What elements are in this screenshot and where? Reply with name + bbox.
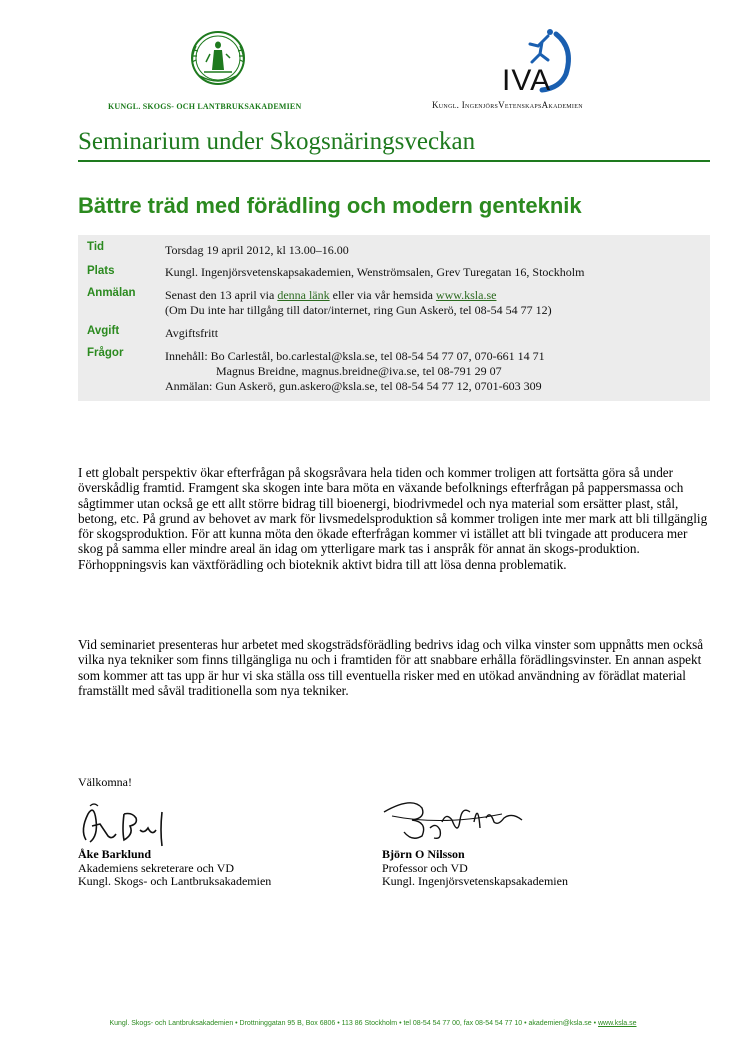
fragor-value bbox=[165, 349, 545, 394]
signature-nilsson bbox=[382, 792, 532, 844]
page-title: Seminarium under Skogsnäringsveckan bbox=[78, 128, 476, 155]
ksla-org-name: KUNGL. SKOGS- OCH LANTBRUKSAKADEMIEN bbox=[108, 102, 302, 111]
iva-logo bbox=[498, 24, 582, 96]
fragor-line3: Anmälan: Gun Askerö, gun.askero@ksla.se, tel 08-54 54 77 12, 0701-603 309 bbox=[165, 379, 542, 393]
signer2-name: Björn O Nilsson bbox=[382, 847, 465, 861]
footer-text: Kungl. Skogs- och Lantbruksakademien • Drottninggatan 95 B, Box 6806 • 113 86 Stockholm • tel 08-54 54 77 00, fax 08-54 54 77 10 • akademien@ksla.se • bbox=[109, 1020, 598, 1027]
greeting: Välkomna! bbox=[78, 775, 132, 789]
anmalan-pre: Senast den 13 april via bbox=[165, 288, 278, 302]
iva-org-name: Kungl. IngenjörsVetenskapsAkademien bbox=[432, 100, 583, 110]
signer-nilsson bbox=[382, 848, 568, 889]
seminar-subtitle: Bättre träd med förädling och modern genteknik bbox=[78, 193, 582, 218]
ksla-seal-logo bbox=[186, 28, 250, 90]
signer1-title: Akademiens sekreterare och VD bbox=[78, 860, 235, 875]
signer-barklund bbox=[78, 848, 271, 889]
website-link[interactable]: www.ksla.se bbox=[435, 288, 497, 302]
fragor-line1: Innehåll: Bo Carlestål, bo.carlestal@ksla.se, tel 08-54 54 77 07, 070-661 14 71 bbox=[165, 349, 545, 363]
signer2-title: Professor och VD bbox=[382, 860, 468, 875]
body-paragraph-1: I ett globalt perspektiv ökar efterfrågan på skogsråvara hela tiden och kommer troligen att fortsätta göra så under överskådlig framtid. Framgent ska skogen inte bara möta en växande befolknings efterfrågan på pappersmassa och sågtimmer utan också ge ett allt större bidrag till bioenergi, biodrivmedel och nya material som ersätter plast, stål, betong, etc. På grund av behovet av mark för livsmedelsproduktion så kommer troligen inte mer mark att bli tillgänglig för skogsproduktion. För att kunna möta den ökade efterfrågan kommer vi istället att bli tvingade att producera mer skog på samma eller mindre areal än idag om ytterligare mark tas i anspråk för annat än skogs-produktion. Förhoppningsvis kan växtförädling och bioteknik aktivt bidra till att lösa denna problematik. bbox=[78, 465, 708, 572]
body-paragraph-2: Vid seminariet presenteras hur arbetet med skogsträdsförädling bedrivs idag och vilka vinster som uppnåtts men också vilka nya tekniker som finns tillgängliga nu och i framtiden för att snabbare erhålla förädlingsvinster. En annan aspekt som kommer att tas upp är hur vi ska ställa oss till eventuella risker med en utökad användning av förädlat material framställt med såväl traditionella som nya tekniker. bbox=[78, 637, 704, 698]
signer2-org: Kungl. Ingenjörsvetenskapsakademien bbox=[382, 874, 568, 888]
anmalan-value bbox=[165, 288, 552, 318]
tid-value: Torsdag 19 april 2012, kl 13.00–16.00 bbox=[165, 243, 349, 257]
page-footer bbox=[0, 1020, 746, 1027]
signer1-org: Kungl. Skogs- och Lantbruksakademien bbox=[78, 874, 272, 888]
signature-barklund bbox=[78, 800, 178, 848]
plats-label: Plats bbox=[87, 265, 115, 277]
iva-logo-text: IVA bbox=[502, 64, 552, 96]
plats-value: Kungl. Ingenjörsvetenskapsakademien, Wenströmsalen, Grev Turegatan 16, Stockholm bbox=[165, 265, 585, 279]
registration-link[interactable]: denna länk bbox=[277, 288, 330, 302]
avgift-label: Avgift bbox=[87, 325, 120, 337]
avgift-value: Avgiftsfritt bbox=[165, 326, 219, 340]
anmalan-mid: eller via vår hemsida bbox=[329, 288, 436, 302]
anmalan-label: Anmälan bbox=[87, 287, 136, 299]
fragor-label: Frågor bbox=[87, 347, 124, 359]
signer1-name: Åke Barklund bbox=[78, 847, 152, 861]
anmalan-note: (Om Du inte har tillgång till dator/internet, ring Gun Askerö, tel 08-54 54 77 12) bbox=[165, 303, 552, 317]
tid-label: Tid bbox=[87, 241, 105, 253]
footer-website-link[interactable]: www.ksla.se bbox=[598, 1020, 637, 1027]
fragor-line2: Magnus Breidne, magnus.breidne@iva.se, tel 08-791 29 07 bbox=[216, 364, 502, 378]
title-divider bbox=[78, 160, 710, 162]
event-info-box bbox=[78, 235, 710, 401]
